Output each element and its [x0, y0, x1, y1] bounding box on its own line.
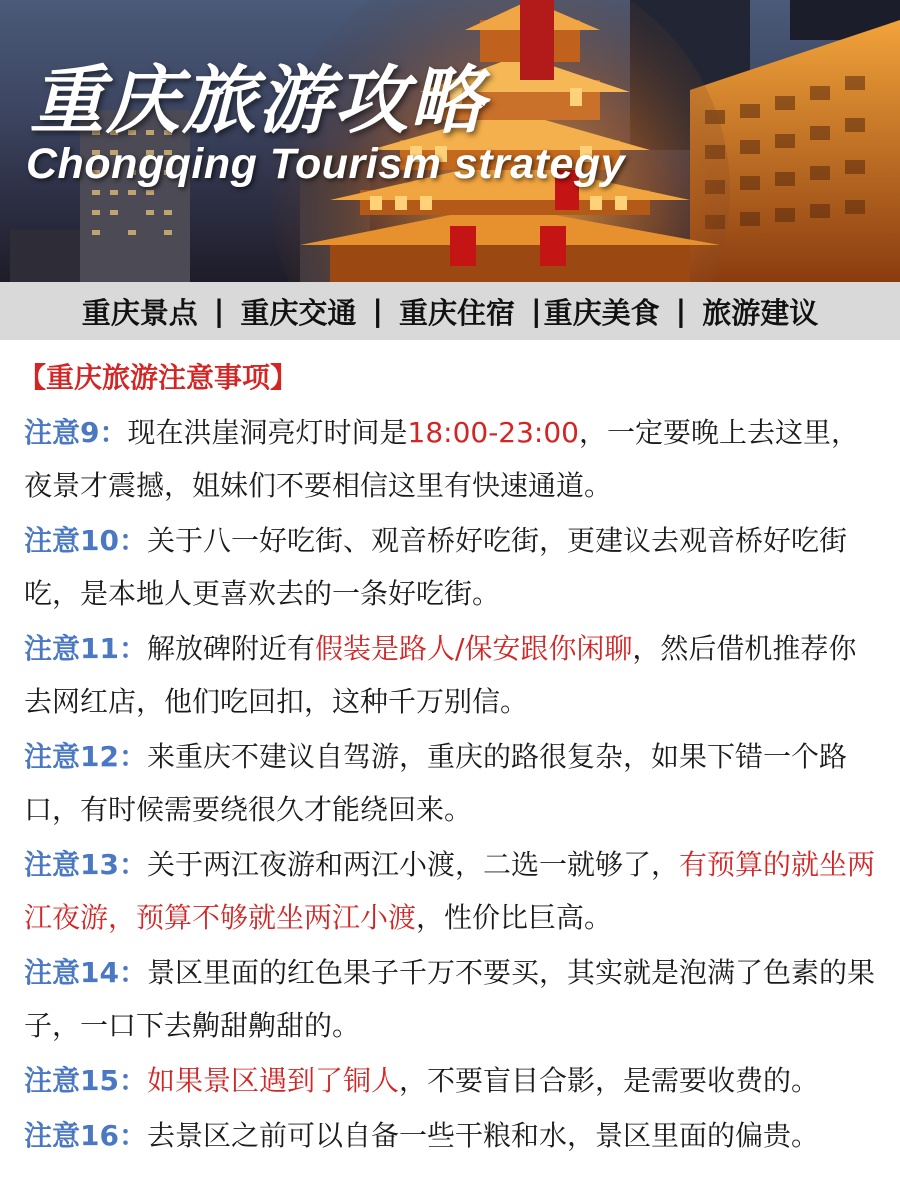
note-text: 现在洪崖洞亮灯时间是 [127, 416, 408, 449]
note-text: ，然后借机推荐你去网红店，他们吃回扣，这种千万别信。 [24, 632, 857, 718]
note-item [24, 1054, 880, 1107]
section-title: 【重庆旅游注意事项】 [18, 361, 299, 394]
hero-title: 重庆旅游攻略 [30, 58, 486, 144]
note-item [24, 946, 880, 1052]
note-highlight: 如果景区遇到了铜人 [146, 1064, 399, 1097]
nav-item-food[interactable]: 重庆美食 [543, 295, 660, 330]
note-text: 景区里面的红色果子千万不要买，其实就是泡满了色素的果子，一口下去齁甜齁甜的。 [24, 956, 875, 1042]
note-text: ，性价比巨高。 [416, 901, 613, 934]
nav-separator: | [675, 294, 687, 328]
note-label: 注意13： [24, 848, 147, 881]
note-label: 注意16： [24, 1119, 147, 1152]
nav-separator: | [531, 294, 542, 328]
note-label: 注意15： [24, 1064, 147, 1097]
note-highlight: 有预算的就坐两江夜游，预算不够就坐两江小渡 [24, 848, 875, 934]
note-label: 注意9： [24, 416, 128, 449]
note-text: 来重庆不建议自驾游，重庆的路很复杂，如果下错一个路口，有时候需要绕很久才能绕回来。 [24, 740, 847, 826]
note-highlight: 18:00-23:00 [407, 416, 579, 449]
note-label: 注意10： [24, 524, 147, 557]
category-nav-bar [0, 282, 900, 340]
note-item [24, 406, 880, 512]
hero-subtitle: Chongqing Tourism strategy [26, 140, 626, 188]
nav-item-attractions[interactable]: 重庆景点 [81, 295, 198, 330]
note-item [24, 730, 880, 836]
note-highlight: 假装是路人/保安跟你闲聊 [314, 632, 633, 665]
note-item [24, 838, 880, 944]
note-text: ，一定要晚上去这里，夜景才震撼，姐妹们不要相信这里有快速通道。 [24, 416, 860, 502]
note-text: 去景区之前可以自备一些干粮和水，景区里面的偏贵。 [146, 1119, 819, 1152]
note-text: 解放碑附近有 [146, 632, 315, 665]
note-item [24, 1109, 880, 1162]
note-label: 注意12： [24, 740, 147, 773]
note-text: 关于两江夜游和两江小渡，二选一就够了， [146, 848, 679, 881]
note-label: 注意11： [24, 632, 147, 665]
note-text: ，不要盲目合影，是需要收费的。 [398, 1064, 819, 1097]
note-item [24, 622, 880, 728]
nav-item-accommodation[interactable]: 重庆住宿 [398, 295, 515, 330]
hero-banner [0, 0, 900, 282]
note-text: 关于八一好吃街、观音桥好吃街，更建议去观音桥好吃街吃，是本地人更喜欢去的一条好吃街。 [24, 524, 847, 610]
note-item [24, 514, 880, 620]
note-label: 注意14： [24, 956, 147, 989]
nav-separator: | [213, 294, 225, 328]
nav-item-transport[interactable]: 重庆交通 [240, 295, 357, 330]
nav-separator: | [372, 294, 383, 328]
notes-content [18, 352, 880, 1164]
nav-item-travel-tips[interactable]: 旅游建议 [702, 295, 819, 330]
